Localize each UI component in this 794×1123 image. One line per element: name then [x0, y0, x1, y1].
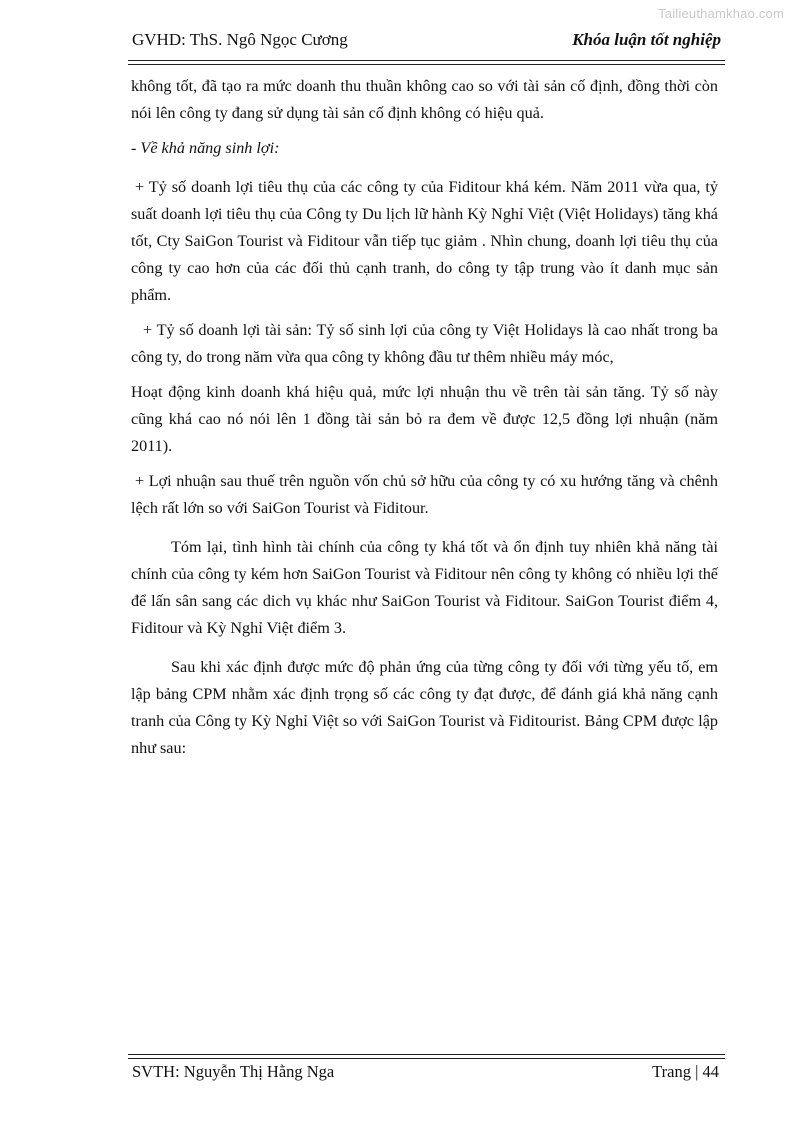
paragraph-asset-efficiency: không tốt, đã tạo ra mức doanh thu thuần không cao so với tài sản cố định, đồng thời còn nói lên công ty đang sử dụng tài sản cố định không có hiệu quả. — [131, 77, 718, 122]
footer-rule-thick — [128, 1058, 725, 1059]
header-doc-type: Khóa luận tốt nghiệp — [572, 30, 721, 49]
paragraph-cpm-intro: Sau khi xác định được mức độ phản ứng của từng công ty đối với từng yếu tố, em lập bảng CPM nhằm xác định trọng số các công ty đạt được, để đánh giá khả năng cạnh tranh của Công ty Kỳ Nghỉ Việt so với SaiGon Tourist và Fiditourist. Bảng CPM được lập như sau: — [131, 658, 718, 757]
footer-author: SVTH: Nguyễn Thị Hằng Nga — [132, 1062, 335, 1081]
page-footer — [128, 1062, 725, 1086]
header-rule-thick — [128, 60, 725, 61]
paragraph-summary: Tóm lại, tình hình tài chính của công ty khá tốt và ổn định tuy nhiên khả năng tài chính của công ty kém hơn SaiGon Tourist và Fiditour nên công ty không có nhiều lợi thế để lấn sân sang các dich vụ khác như SaiGon Tourist và Fiditour. SaiGon Tourist điểm 4, Fiditour và Kỳ Nghỉ Việt điểm 3. — [131, 538, 718, 637]
page-number: Trang | 44 — [652, 1062, 719, 1081]
paragraph-sales-profitability: + Tỷ số doanh lợi tiêu thụ của các công ty của Fiditour khá kém. Năm 2011 vừa qua, tỷ suất doanh lợi tiêu thụ của Công ty Du lịch lữ hành Kỳ Nghỉ Việt (Việt Holidays) tăng khá tốt, Cty SaiGon Tourist và Fiditour vẫn tiếp tục giảm . Nhìn chung, doanh lợi tiêu thụ của công ty cao hơn của các đối thủ cạnh tranh, do công ty tập trung vào ít danh mục sản phẩm. — [131, 178, 718, 304]
header-supervisor: GVHD: ThS. Ngô Ngọc Cương — [132, 30, 348, 49]
header-rule-thin — [128, 64, 725, 65]
paragraph-operations: Hoạt động kinh doanh khá hiệu quả, mức lợi nhuận thu về trên tài sản tăng. Tỷ số này cũng khá cao nó nói lên 1 đồng tài sản bỏ ra đem về được 12,5 đồng lợi nhuận (năm 2011). — [131, 383, 718, 455]
page-body — [131, 73, 718, 770]
watermark: Tailieuthamkhao.com — [658, 6, 784, 21]
section-subheading: - Về khả năng sinh lợi: — [131, 139, 280, 157]
page-header — [128, 26, 725, 60]
paragraph-return-on-equity: + Lợi nhuận sau thuế trên nguồn vốn chủ sở hữu của công ty có xu hướng tăng và chênh lệch rất lớn so với SaiGon Tourist và Fiditour. — [131, 472, 718, 517]
paragraph-return-on-assets: + Tỷ số doanh lợi tài sản: Tỷ số sinh lợi của công ty Việt Holidays là cao nhất trong ba công ty, do trong năm vừa qua công ty không đầu tư thêm nhiều máy móc, — [131, 321, 718, 366]
footer-rule-thin — [128, 1054, 725, 1055]
